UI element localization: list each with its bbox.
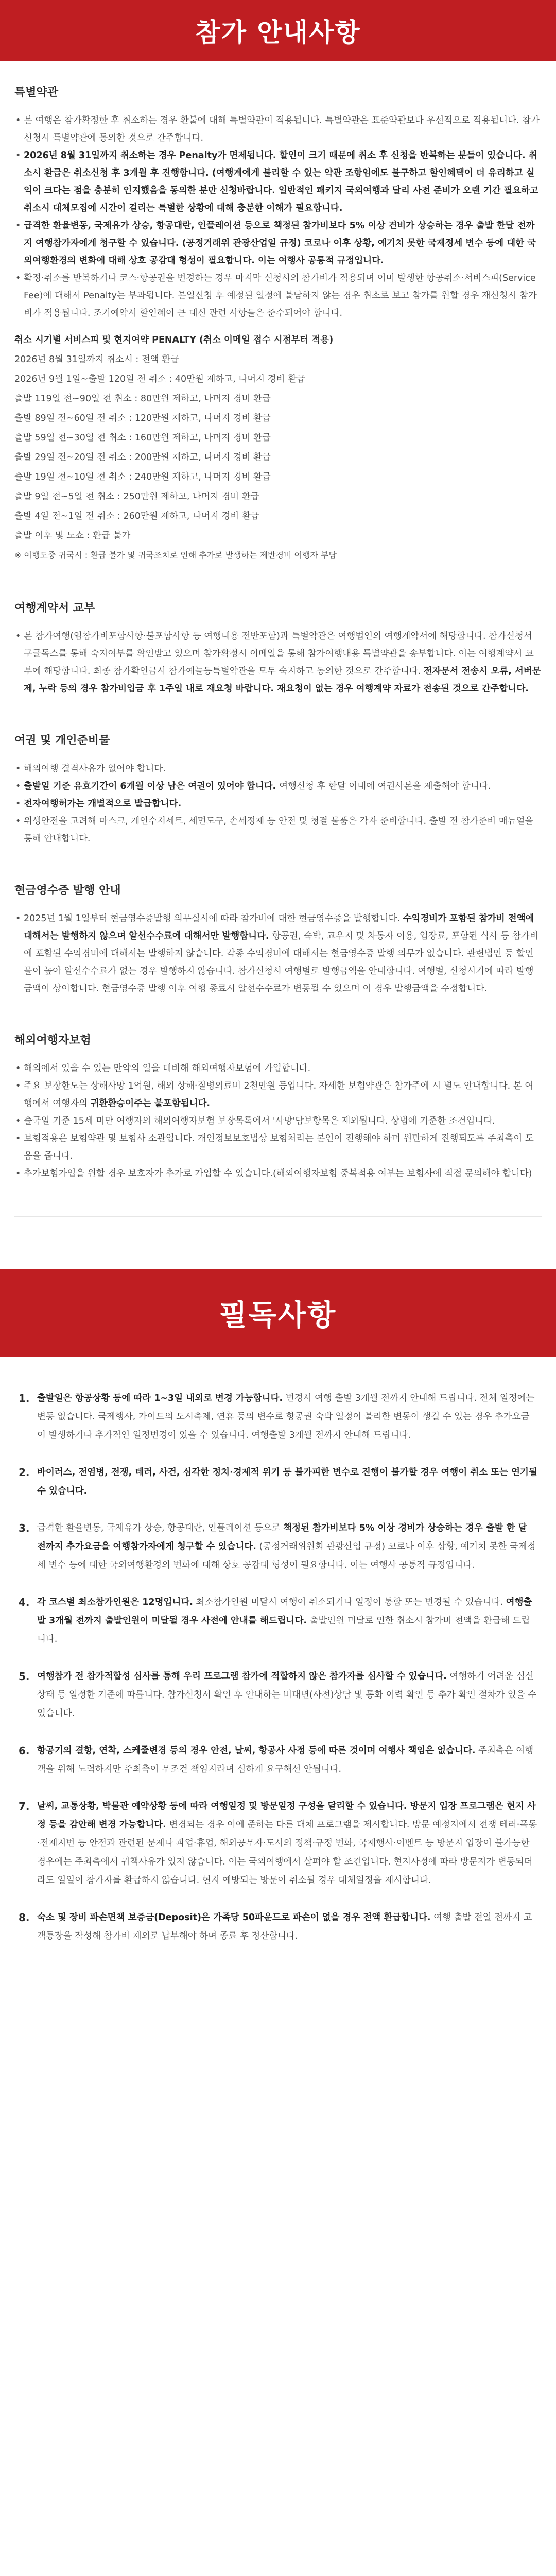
contract-section [14, 599, 542, 698]
bold-text: 전자문서 전송시 오류, 서버문제, 누락 등의 경우 참가비입금 후 1주일 내로 재요청 바랍니다. 재요청이 없는 경우 여행계약 자료가 전송된 것으로 간주합니다. [24, 666, 541, 694]
penalty-line: 출발 19일 전~10일 전 취소 : 240만원 제하고, 나머지 경비 환급 [14, 472, 271, 482]
bullet-list [14, 112, 542, 322]
list-item [14, 112, 542, 147]
list-item [14, 760, 542, 777]
passport-section [14, 732, 542, 848]
text: 해외여행 결격사유가 없어야 합니다. [24, 764, 166, 774]
penalty-line: 출발 89일 전~60일 전 취소 : 120만원 제하고, 나머지 경비 환급 [14, 413, 271, 423]
must-read-item [19, 1389, 537, 1445]
bold-text: 바이러스, 전염병, 전쟁, 테러, 사건, 심각한 정치·경제적 위기 등 불가피한 변수로 진행이 불가할 경우 여행이 취소 또는 연기될 수 있습니다. [37, 1467, 537, 1496]
must-read-item [19, 1593, 537, 1649]
bold-text: 각 코스별 최소참가인원은 12명입니다. [37, 1597, 193, 1607]
list-item [14, 1112, 542, 1130]
text: (공정거래위원회 관광산업 규정) 코로나 이후 상황, 예기치 못한 국제정세 변수 등에 대한 국외여행환경의 변화에 대해 상호 공감대 형성이 필요합니다. 이는 여행사 공통적 규정입니다. [37, 1541, 536, 1570]
must-read-content [0, 1357, 556, 1995]
penalty-line: 출발 59일 전~30일 전 취소 : 160만원 제하고, 나머지 경비 환급 [14, 433, 271, 443]
page-title: 참가 안내사항 [195, 18, 361, 47]
item-number: 2. [19, 1466, 30, 1479]
item-number: 1. [19, 1392, 30, 1404]
bold-text: 여행참가 전 참가적합성 심사를 통해 우리 프로그램 참가에 적합하지 않은 참가자를 심사할 수 있습니다. [37, 1671, 447, 1682]
item-text [37, 1389, 537, 1445]
list-item [14, 1060, 542, 1077]
section-heading: 현금영수증 발행 안내 [14, 884, 121, 897]
list-item [14, 812, 542, 848]
special-terms-section [14, 83, 542, 565]
penalty-note: ※ 여행도중 귀국시 : 환급 불가 및 귀국조치로 인해 추가로 발생하는 제반경비 여행자 부담 [14, 550, 337, 560]
list-item [14, 1077, 542, 1112]
section-heading: 여행계약서 교부 [14, 602, 95, 615]
bold-text: 책정된 참가비보다 5% 이상 경비가 상승하는 경우 출발 한 달 전까지 추가요금을 여행참가자에게 청구할 수 있습니다. [37, 1523, 527, 1552]
must-read-item [19, 1797, 537, 1890]
list-item [14, 628, 542, 698]
text: 변경되는 경우 이에 준하는 다른 대체 프로그램을 제시합니다. 방문 예정지에서 전쟁 테러·폭동·전재지변 등 안전과 관련된 문제나 파업·휴업, 해외공무자·도시의 정책·규정 변화, 국제행사·이벤트 등 방문지 입장이 불가능한 경우에는 주최측에서 귀책사유가 있지 않습니다. 이는 국외여행에서 살펴야 할 조건입니다. 현지사정에 따라 방문지가 변동되더라도 일일이 참가자를 환급하지 않습니다. 현지 예방되는 방문이 취소될 경우 대체일정을 제시합니다. [37, 1820, 537, 1886]
section-heading: 해외여행자보험 [14, 1034, 91, 1047]
insurance-section [14, 1031, 542, 1182]
bold-text: 날씨, 교통상황, 박물관 예약상황 등에 따라 여행일정 및 방문일정 구성을 달리할 수 있습니다. 방문지 입장 프로그램은 현지 사정 등을 감안해 변경 가능합니다. [37, 1801, 536, 1830]
penalty-line: 출발 이후 및 노쇼 : 환급 불가 [14, 531, 131, 541]
penalty-line: 출발 9일 전~5일 전 취소 : 250만원 제하고, 나머지 경비 환급 [14, 492, 259, 502]
bullet-list [14, 628, 542, 698]
penalty-list [14, 350, 542, 546]
penalty-line: 2026년 8월 31일까지 취소시 : 전액 환급 [14, 354, 180, 365]
text: 해외에서 있을 수 있는 만약의 일을 대비해 해외여행자보험에 가입합니다. [24, 1063, 311, 1074]
text: 항공권, 숙박, 교우지 및 차동자 이용, 입장료, 포함된 식사 등 참가비에 포함된 수익경비에 대해서는 발행하지 않습니다. 각종 수익경비에 대해서는 현금영수증 발행 의무가 없습니다. 관련법인 등 할인물이 높아 알선수수료가 없는 경우 발행하지 않습니다. 참가신청시 여행별로 발행금액을 안내합니다. 여행별, 신청시기에 따라 발행금액이 상이합니다. 현금영수증 발행 이후 여행 종료시 알선수수료가 변동될 수 있으며 이 경우 발행금액을 수정합니다. [24, 931, 538, 994]
item-number: 6. [19, 1744, 30, 1757]
bold-text: 전자여행허가는 개별적으로 발급합니다. [24, 799, 182, 809]
list-item [14, 147, 542, 217]
item-text [37, 1908, 537, 1945]
bullet-list [14, 910, 542, 997]
item-number: 4. [19, 1596, 30, 1608]
section-heading: 특별약관 [14, 86, 59, 99]
text: 위생안전을 고려해 마스크, 개인수저세트, 세면도구, 손세정제 등 안전 및 청결 물품은 각자 준비합니다. 출발 전 참가준비 매뉴얼을 통해 안내합니다. [24, 816, 534, 844]
penalty-line: 2026년 9월 1일~출발 120일 전 취소 : 40만원 제하고, 나머지 경비 환급 [14, 374, 305, 384]
top-banner [0, 0, 556, 61]
list-item [14, 777, 542, 795]
text: 본 여행은 참가확정한 후 취소하는 경우 환불에 대해 특별약관이 적용됩니다. 특별약관은 표준약관보다 우선적으로 적용됩니다. 참가신청시 특별약관에 동의한 것으로 간주합니다. [24, 115, 540, 143]
text: 여행 출발 전일 전까지 고객통장을 작성해 참가비 제외로 납부해야 하며 종료 후 정산합니다. [37, 1912, 532, 1941]
penalty-line: 출발 119일 전~90일 전 취소 : 80만원 제하고, 나머지 경비 환급 [14, 394, 271, 404]
receipt-section [14, 882, 542, 997]
text: 여행하기 어려운 심신상태 등 일정한 기준에 따릅니다. 참가신청서 확인 후 안내하는 비대면(사전)상담 및 통화 이력 확인 등 추가 확인 절차가 있을 수 있습니다. [37, 1671, 537, 1719]
list-item [14, 1165, 542, 1182]
item-text [37, 1667, 537, 1723]
text: 확정·취소를 반복하거나 코스·항공권을 변경하는 경우 마지막 신청시의 참가비가 적용되며 이미 발생한 항공취소·서비스피(Service Fee)에 대해서 Penalty는 부과됩니다. 본일신청 후 예정된 일정에 불남하지 않는 경우 취소로 보고 참가를 원할 경우 재신청시 참가비가 적용됩니다. 조기예약시 할인혜이 큰 대신 관련 사항들은 준수되어야 합니다. [24, 273, 537, 318]
must-read-item [19, 1741, 537, 1778]
text: 최소참가인원 미달시 여행이 취소되거나 일정이 통합 또는 변경될 수 있습니다. [193, 1597, 506, 1607]
must-read-item [19, 1519, 537, 1574]
must-read-item [19, 1463, 537, 1500]
bullet-list [14, 1060, 542, 1182]
must-read-title: 필독사항 [219, 1299, 337, 1332]
divider [14, 1216, 542, 1217]
must-read-banner [0, 1269, 556, 1357]
list-item [14, 795, 542, 812]
bold-text: 수익경비가 포함된 참가비 전액에 대해서는 발행하지 않으며 알선수수료에 대해서만 발행합니다. [24, 913, 534, 941]
bold-text: 숙소 및 장비 파손면책 보증금(Deposit)은 가족당 50파운드로 파손이 없을 경우 전액 환급합니다. [37, 1912, 431, 1923]
bold-text: 2026년 8월 31일까지 취소하는 경우 Penalty가 면제됩니다. 할인이 크기 때문에 취소 후 신청을 반복하는 분들이 있습니다. 취소시 환급은 취소신청 후 3개월 후 진행합니다. (여행계에게 불리할 수 있는 약관 조항임에도 불구하고 할인혜택이 더 유리하고 실익이 크다는 점을 충분히 인지했음을 동의한 분만 신청바랍니다. 일반적인 패키지 국외여행과 달리 사전 준비가 오랜 기간 필요하고 취소시 대체모집에 시간이 걸리는 특별한 상황에 대해 충분한 이해가 필요합니다. [24, 150, 539, 213]
text: 보험적용은 보험약관 및 보험사 소관입니다. 개인정보보호법상 보험처리는 본인이 진행해야 하며 원만하게 진행되도록 주최측이 도움을 줍니다. [24, 1133, 534, 1161]
must-read-item [19, 1667, 537, 1723]
item-text [37, 1519, 537, 1574]
text: 주최측은 여행객을 위해 노력하지만 주최측이 무조건 책임지라며 심하게 요구해선 안됩니다. [37, 1745, 534, 1774]
bold-text: 출발일 기준 유효기간이 6개월 이상 남은 여권이 있어야 합니다. [24, 781, 280, 791]
list-item [14, 217, 542, 269]
text: 본 참가여행(임참가비포함사항·불포함사항 등 여행내용 전반포함)과 특별약관은 여행법인의 여행계약서에 해당합니다. 참가신청서 구글독스를 통해 숙지여부를 확인받고 있으며 참가확정시 이메일을 통해 참가여행내용 특별약관을 송부합니다. 이는 여행계약서 교부에 해당합니다. 최종 참가확인금시 참가예늘등특별약관을 모두 숙지하고 동의한 것으로 간주합니다. [24, 631, 534, 676]
bold-text: 급격한 환율변동, 국제유가 상승, 항공대란, 인플레이션 등으로 책정된 참가비보다 5% 이상 견비가 상승하는 경우 출발 한달 전까지 여행참가자에게 청구할 수 있습니다. (공정거래위 관광산업일 규정) 코로나 이후 상황, 예기치 못한 국제정세 변수 등에 대한 국외여행환경의 변화에 대해 상호 공감대 형성이 필요합니다. 이는 여행사 공통적 규정입니다. [24, 221, 536, 266]
item-text [37, 1463, 537, 1500]
numbered-list [19, 1389, 537, 1945]
bullet-list [14, 760, 542, 848]
list-item [14, 1130, 542, 1165]
item-number: 8. [19, 1911, 30, 1924]
text: 출국일 기준 15세 미만 여행자의 해외여행자보험 보장목록에서 '사망'담보항목은 제외됩니다. 상법에 기준한 조건입니다. [24, 1116, 495, 1126]
text: 여행신청 후 한달 이내에 여권사본을 제출해야 합니다. [279, 781, 491, 791]
penalty-line: 출발 4일 전~1일 전 취소 : 260만원 제하고, 나머지 경비 환급 [14, 511, 259, 521]
text: 2025년 1월 1일부터 현금영수증발행 의무실시에 따라 참가비에 대한 현금영수증을 발행합니다. [24, 913, 403, 924]
must-read-item [19, 1908, 537, 1945]
penalty-header: 취소 시기별 서비스피 및 현지여약 PENALTY (취소 이메일 접수 시점부터 적용) [14, 335, 334, 345]
text: 변경시 여행 출발 3개월 전까지 안내해 드립니다. 전체 일정에는 변동 없습니다. 국제행사, 가이드의 도시축제, 연휴 등의 변수로 항공권 숙박 일정이 불리한 변동이 생길 수 있는 경우 추가요금이 발생하거나 추가적인 일정변경이 있을 수 있습니다. 여행출발 3개월 전까지 안내해 드립니다. [37, 1393, 535, 1440]
info-content [0, 61, 556, 1227]
item-number: 5. [19, 1670, 30, 1683]
list-item [14, 269, 542, 322]
section-heading: 여권 및 개인준비물 [14, 734, 110, 747]
bold-text: 출발일은 항공상황 등에 따라 1~3일 내외로 변경 가능합니다. [37, 1393, 283, 1403]
item-text [37, 1741, 537, 1778]
list-item [14, 910, 542, 997]
item-text [37, 1593, 537, 1649]
text: 주요 보장한도는 상해사망 1억원, 해외 상해·질병의료비 2천만원 등입니다. 자세한 보험약관은 참가주에 시 별도 안내합니다. 본 여행에서 여행자의 [24, 1081, 534, 1109]
item-text [37, 1797, 537, 1890]
text: 급격한 환율변동, 국제유가 상승, 항공대란, 인플레이션 등으로 [37, 1523, 284, 1533]
penalty-line: 출발 29일 전~20일 전 취소 : 200만원 제하고, 나머지 경비 환급 [14, 452, 271, 463]
item-number: 7. [19, 1800, 30, 1812]
text: 추가보험가입을 원할 경우 보호자가 추가로 가입할 수 있습니다.(해외여행자보험 중복적용 여부는 보험사에 직접 문의해야 합니다) [24, 1168, 532, 1179]
item-number: 3. [19, 1522, 30, 1534]
bold-text: 귀환환승이주는 불포함됩니다. [90, 1098, 210, 1109]
bold-text: 여행출발 3개월 전까지 출발인원이 미달될 경우 사전에 안내를 해드립니다. [37, 1597, 532, 1626]
bold-text: 항공기의 결항, 연착, 스케줄변경 등의 경우 안전, 날씨, 항공사 사정 등에 따른 것이며 여행사 책임은 없습니다. [37, 1745, 476, 1756]
text: 출발인원 미달로 인한 취소시 참가비 전액을 환급해 드립니다. [37, 1616, 530, 1645]
